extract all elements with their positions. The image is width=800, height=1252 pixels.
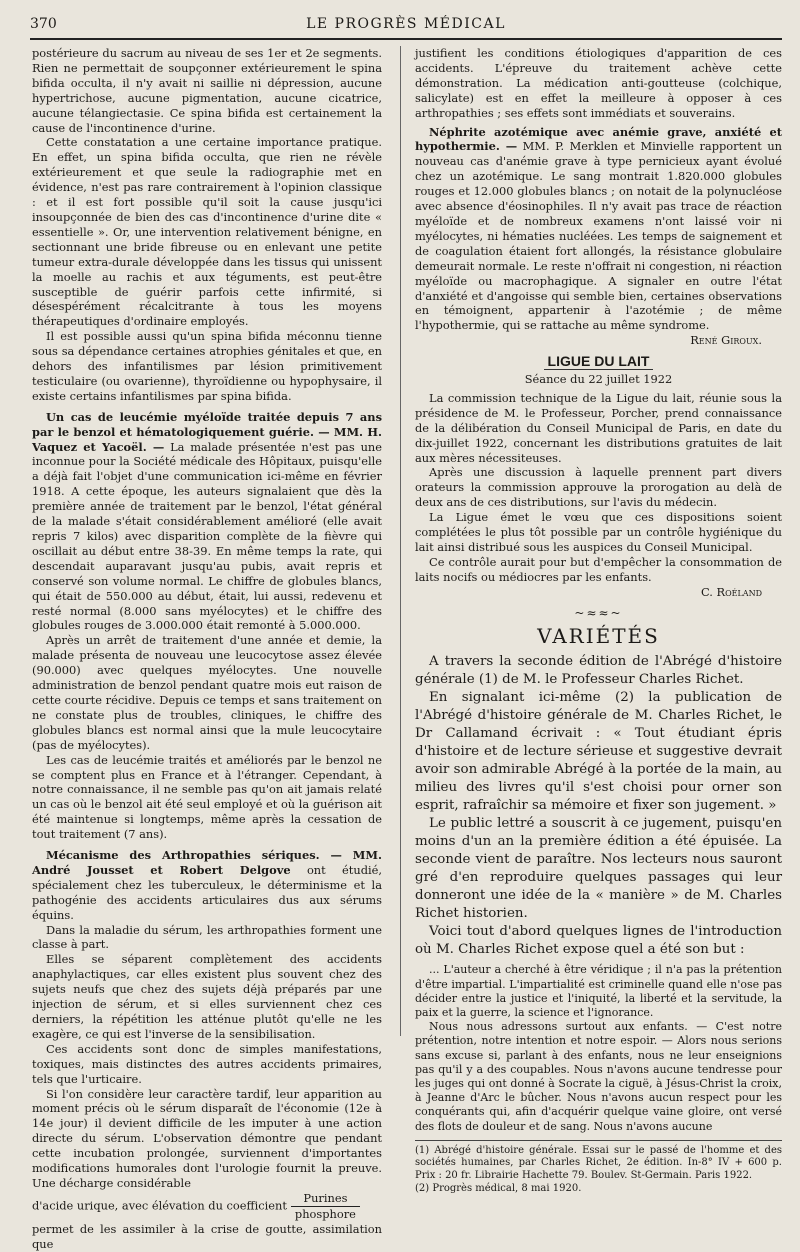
paragraph: Les cas de leucémie traités et améliorés par le benzol ne se comptent plus en France et à l'étranger. Cependant, à notre connaissance, il ne semble pas qu'on ait jamais relaté un cas où le benzol ait été seul employé et où la guérison ait été maintenue si longtemps, même après la cessation de tout traitement (7 ans).: [32, 752, 382, 842]
paragraph: Cette constatation a une certaine importance pratique. En effet, un spina bifida occulta, que rien ne révèle extérieurement et que seule la radiographie met en évidence, n'est pas rare contrairement à l'opinion classique : et il est fort possible qu'il soit la cause jusqu'ici insoupçonnée de bien des cas d'incontinence d'urine dite « essentielle ». Or, une intervention relativement bénigne, en sectionnant une bride fibreuse ou en enlevant une petite tumeur extra-durale développée dans les tissus qui unissent la moelle au rachis et aux téguments, est peut-être susceptible de guérir parfois cette infirmité, si désespérément récalcitrante à tous les moyens thérapeutiques d'ordinaire employés.: [32, 135, 382, 329]
section-text: La malade présentée n'est pas une inconnue pour la Société médicale des Hôpitaux, puisqu'elle a déjà fait l'objet d'une communication ici-même en février 1918. A cette époque, les auteurs signalaient que dès la première année de traitement par le benzol, l'état général de la malade s'était considérablement amélioré (elle avait repris 7 kilos) avec disparition complète de la fièvre qui oscillait au début entre 38-39. En même temps la rate, qui descendait auparavant jusqu'au pubis, avait repris et conservé son volume normal. Le chiffre de globules blancs, qui était de 550.000 au début, était, lui aussi, redevenu et resté normal (8.000 sans myélocytes) et le chiffre des globules rouges de 3.000.000 était remonté à 5.000.000.: [32, 439, 383, 633]
paragraph: Après un arrêt de traitement d'une année et demie, la malade présenta de nouveau une leucocytose assez élevée (90.000) avec quelques myélocytes. Une nouvelle administration de benzol pendant quatre mois eut raison de cette courte récidive. Depuis ce temps et sans traitement on ne constate plus de troubles, cliniques, le chiffre des globules blancs est normal ainsi que la mule leucocytaire (pas de myélocytes).: [32, 633, 382, 752]
paragraph: postérieure du sacrum au niveau de ses 1er et 2e segments. Rien ne permettait de soupçonner extérieurement le spina bifida occulta, il n'y avait ni saillie ni dépression, aucune hypertrichose, aucune pigmentation, aucune cicatrice, aucune télangiectasie. Ce spina bifida est certainement la cause de l'incontinence d'urine.: [32, 46, 382, 135]
paragraph: Si l'on considère leur caractère tardif, leur apparition au moment précis où le sérum disparaît de l'économie (12e à 14e jour) il devient difficile de les imputer à une action directe du sérum. L'observation démontre que pendant cette incubation prolongée, surviennent d'importantes modifications humorales dont l'urologie fournit la preuve. Une décharge considérable: [32, 1086, 382, 1190]
paragraph: Après une discussion à laquelle prennent part divers orateurs la commission approuve la prorogation au delà de deux ans de ces distributions, sur l'avis du médecin.: [415, 465, 782, 510]
journal-title: LE PROGRÈS MÉDICAL: [306, 16, 506, 32]
page-header: [30, 14, 782, 38]
ligue-date: Séance du 22 juillet 1922: [524, 372, 673, 387]
column-divider: [400, 46, 401, 1036]
ligue-heading: [415, 354, 782, 370]
section-text: MM. P. Merklen et Minvielle rapportent un nouveau cas d'anémie grave à type pernicieux ayant évolué chez un azotémique. Le sang montrait 1.820.000 globules rouges et 12.000 globules blancs ; on notait de la polynucléose avec absence d'éosinophiles. Il n'y avait pas trace de réaction myéloïde et de nombreux examens n'ont laissé voir ni myélocytes, ni hématies nucléées. Les temps de saignement et de coagulation étaient fort allongés, la résistance globulaire demeurait normale. Le reste n'offrait ni congestion, ni réaction myéloïde ou macrophagique. A signaler en outre l'état d'anxiété et d'angoisse qui semble bien, certaines observations en témoignent, appartenir à l'azotémie ; de même l'hypothermie, qui se rattache au même syndrome.: [415, 139, 783, 333]
ligue-title: LIGUE DU LAIT: [544, 354, 654, 370]
paragraph: Elles se séparent complètement des accidents anaphylactiques, car elles existent plus souvent chez des sujets neufs que chez des sujets déjà préparés par une injection de sérum, et si elles surviennent chez ces derniers, la répétition les atténue plutôt qu'elle ne les exagère, ce qui est l'inverse de la sensibilisation.: [32, 952, 382, 1041]
paragraph: Dans la maladie du sérum, les arthropathies forment une classe à part.: [32, 922, 382, 952]
formula-line: [32, 1191, 382, 1222]
section-title: Néphrite azotémique avec anémie grave, anxiété et hypothermie. —: [415, 124, 782, 154]
footnote: (2) Progrès médical, 8 mai 1920.: [415, 1182, 582, 1194]
paragraph: La Ligue émet le vœu que ces dispositions soient complétées le plus tôt possible par un contrôle hygiénique du lait ainsi distribué sous les auspices du Conseil Municipal.: [415, 510, 782, 554]
signature: C. Roéland: [700, 584, 762, 599]
section-title: Mécanisme des Arthropathies sériques. — MM. André Jousset et Robert Delgove: [32, 848, 382, 877]
section-arthropathies: [32, 848, 382, 923]
paragraph: A travers la seconde édition de l'Abrégé d'histoire générale (1) de M. le Professeur Charles Richet.: [415, 654, 782, 688]
paragraph: Ce contrôle aurait pour but d'empêcher la consommation de laits nocifs ou médiocres par les enfants.: [415, 554, 782, 584]
header-rule: [30, 38, 782, 40]
section-leucemie: [32, 410, 382, 634]
fraction-denominator: phosphore: [294, 1206, 356, 1221]
footnotes: [415, 1140, 782, 1195]
paragraph: Le public lettré a souscrit à ce jugement, puisqu'en moins d'un an la première édition a été épuisée. La seconde vient de paraître. Nos lecteurs nous sauront gré d'en reproduire quelques passages qui leur donneront une idée de la « manière » de M. Charles Richet historien.: [415, 816, 782, 922]
section-nephrite: [415, 125, 782, 334]
fraction: [291, 1191, 360, 1222]
quote-paragraph: ... L'auteur a cherché à être véridique ; il n'a pas la prétention d'être impartial. L'impartialité est criminelle quand elle n'ose pas décider entre la justice et l'iniquité, la liberté et la servitude, la paix et la guerre, la science et l'ignorance.: [415, 963, 782, 1020]
left-column: [32, 46, 382, 1252]
paragraph: permet de les assimiler à la crise de goutte, assimilation que: [32, 1221, 382, 1251]
paragraph: La commission technique de la Ligue du lait, réunie sous la présidence de M. le Professeur, Porcher, prend connaissance de la délibération du Conseil Municipal de Paris, en date du dix-juillet 1922, concernant les distributions gratuites de lait aux mères nécessiteuses.: [415, 390, 782, 465]
paragraph: Il est possible aussi qu'un spina bifida méconnu tienne sous sa dépendance certaines atrophies génitales et que, en dehors des infantilismes par lésion primitivement testiculaire (ou ovarienne), thyroïdienne ou hypophysaire, il existe certains infantilismes par spina bifida.: [32, 329, 382, 403]
page-number: 370: [30, 16, 57, 32]
paragraph: En signalant ici-même (2) la publication de l'Abrégé d'histoire générale de M. Charles Richet, le Dr Callamand écrivait : « Tout étudiant épris d'histoire et de lecture sérieuse et suggestive devrait avoir son admirable Abrégé à la portée de la main, au milieu des livres qu'il s'est choisi pour orner son esprit, rafraîchir sa mémoire et fixer son jugement. »: [415, 690, 782, 814]
formula-text: d'acide urique, avec élévation du coefficient: [32, 1198, 287, 1213]
quote-paragraph: Nous nous adressons surtout aux enfants. — C'est notre prétention, notre intention et notre espoir. — Alors nous serions sans excuse si, parlant à des enfants, nous ne leur enseignions pas qu'il y a des coupables. Nous n'avons aucune tendresse pour les juges qui ont donné à Socrate la ciguë, à Jésus-Christ la croix, à Jeanne d'Arc le bûcher. Nous n'avons aucun respect pour les conquérants qui, afin d'acquérir quelque vaine gloire, ont versé des flots de douleur et de sang. Nous n'avons aucune: [415, 1020, 782, 1133]
paragraph: Ces accidents sont donc de simples manifestations, toxiques, mais distinctes des autres accidents primaires, tels que l'urticaire.: [32, 1041, 382, 1086]
section-title: Un cas de leucémie myéloïde traitée depuis 7 ans par le benzol et hématologiquement guérie. — MM. H. Vaquez et Yacoël. —: [32, 409, 382, 454]
right-column: [415, 46, 782, 1195]
fraction-numerator: Purines: [291, 1191, 360, 1207]
footnote: (1) Abrégé d'histoire générale. Essai sur le passé de l'homme et des sociétés humaines, par Charles Richet, 2e édition. In-8° IV + 600 p. Prix : 20 fr. Librairie Hachette 79. Boulev. St-Germain. Paris 1922.: [415, 1144, 782, 1182]
paragraph: justifient les conditions étiologiques d'apparition de ces accidents. L'épreuve du traitement achève cette démonstration. La médication anti-goutteuse (colchique, salicylate) est en effet la meilleure à opposer à ces arthropathies ; ses effets sont immédiats et souverains.: [415, 46, 782, 120]
paragraph: Voici tout d'abord quelques lignes de l'introduction où M. Charles Richet expose quel a été son but :: [415, 924, 782, 958]
section-text: ont étudié, spécialement chez les tuberculeux, le déterminisme et la pathogénie des accidents articulaires dus aux sérums équins.: [32, 862, 382, 922]
ornament: ~≈≈~: [574, 605, 623, 620]
varietes-title: VARIÉTÉS: [537, 623, 660, 648]
signature: René Giroux.: [690, 333, 762, 348]
